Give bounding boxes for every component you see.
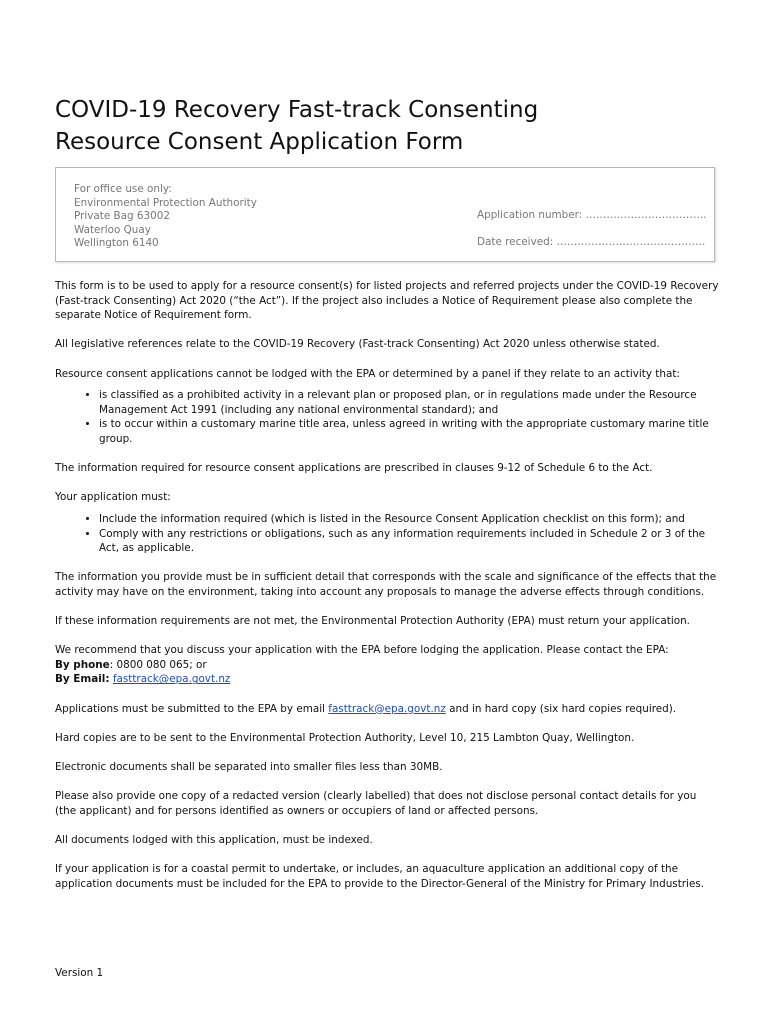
page-title — [55, 94, 715, 158]
form-instructions — [55, 279, 720, 906]
hard-copies-paragraph: Hard copies are to be sent to the Environmental Protection Authority, Level 10, 215 Lambton Quay, Wellington. — [55, 731, 635, 744]
phone-label: By phone — [55, 658, 110, 671]
office-use-box — [55, 167, 715, 262]
office-city: Wellington 6140 — [74, 237, 159, 249]
email-label: By Email: — [55, 673, 110, 686]
list-item: • is to occur within a customary marine title area, unless agreed in writing with the appropriate customary marine title group. — [99, 417, 720, 446]
title-line-1: COVID-19 Recovery Fast-track Consenting — [55, 97, 539, 123]
sufficient-detail-paragraph: The information you provide must be in sufficient detail that corresponds with the scale and significance of the effects that the activity may have on the environment, taking into account any proposals to manage the adverse effects through conditions. — [55, 571, 717, 598]
intro-paragraph: This form is to be used to apply for a resource consent(s) for listed projects and referred projects under the COVID-19 Recovery (Fast-track Consenting) Act 2020 (“the Act”). If the project also includes a Notice of Requirement please also complete the separate Notice of Requirement form. — [55, 280, 719, 322]
contact-intro: We recommend that you discuss your application with the EPA before lodging the application. Please contact the EPA: — [55, 644, 669, 657]
version-footer: Version 1 — [55, 967, 104, 979]
title-line-2: Resource Consent Application Form — [55, 129, 464, 155]
info-required-paragraph: The information required for resource consent applications are prescribed in clauses 9-12 of Schedule 6 to the Act. — [55, 462, 653, 475]
aquaculture-paragraph: If your application is for a coastal permit to undertake, or includes, an aquaculture application an additional copy of the application documents must be included for the EPA to provide to the Director-General of the Ministry for Primary Industries. — [55, 863, 705, 890]
list-item: • Include the information required (which is listed in the Resource Consent Application checklist on this form); and — [99, 512, 720, 527]
list-item: • Comply with any restrictions or obligations, such as any information requirements included in Schedule 2 or 3 of the Act, as applicable. — [99, 527, 720, 556]
contact-paragraph — [55, 643, 720, 687]
office-street: Waterloo Quay — [74, 223, 151, 236]
submission-pre: Applications must be submitted to the EPA by email — [55, 702, 329, 715]
submission-paragraph — [55, 702, 720, 717]
must-paragraph: Your application must: — [55, 491, 171, 504]
office-org: Environmental Protection Authority — [74, 196, 257, 209]
redacted-paragraph: Please also provide one copy of a redacted version (clearly labelled) that does not disclose personal contact details for you (the applicant) and for persons identified as owners or occupiers of land or affected persons. — [55, 790, 697, 817]
legislative-paragraph: All legislative references relate to the COVID-19 Recovery (Fast-track Consenting) Act 2020 unless otherwise stated. — [55, 338, 660, 351]
office-use-label: For office use only: — [74, 183, 172, 195]
email-link[interactable]: fasttrack@epa.govt.nz — [112, 673, 231, 686]
must-list — [55, 512, 720, 556]
indexed-paragraph: All documents lodged with this application, must be indexed. — [55, 833, 373, 846]
list-item: • is classified as a prohibited activity in a relevant plan or proposed plan, or in regulations made under the Resource Management Act 1991 (including any national environmental standard); and — [99, 388, 720, 417]
requirements-not-met-paragraph: If these information requirements are not met, the Environmental Protection Authority (EPA) must return your application. — [55, 615, 690, 628]
phone-value: : 0800 080 065; or — [109, 658, 207, 671]
application-number-field: Application number: …………………………….. — [477, 209, 707, 221]
office-bag: Private Bag 63002 — [74, 210, 170, 222]
submission-email-link[interactable]: fasttrack@epa.govt.nz — [328, 702, 446, 715]
date-received-field: Date received: ……………………………………. — [477, 236, 706, 248]
office-address — [74, 183, 257, 251]
electronic-docs-paragraph: Electronic documents shall be separated into smaller files less than 30MB. — [55, 761, 443, 773]
cannot-lodge-paragraph: Resource consent applications cannot be lodged with the EPA or determined by a panel if they relate to an activity that: — [55, 367, 680, 380]
submission-post: and in hard copy (six hard copies required). — [445, 702, 677, 715]
prohibited-list — [55, 388, 720, 446]
